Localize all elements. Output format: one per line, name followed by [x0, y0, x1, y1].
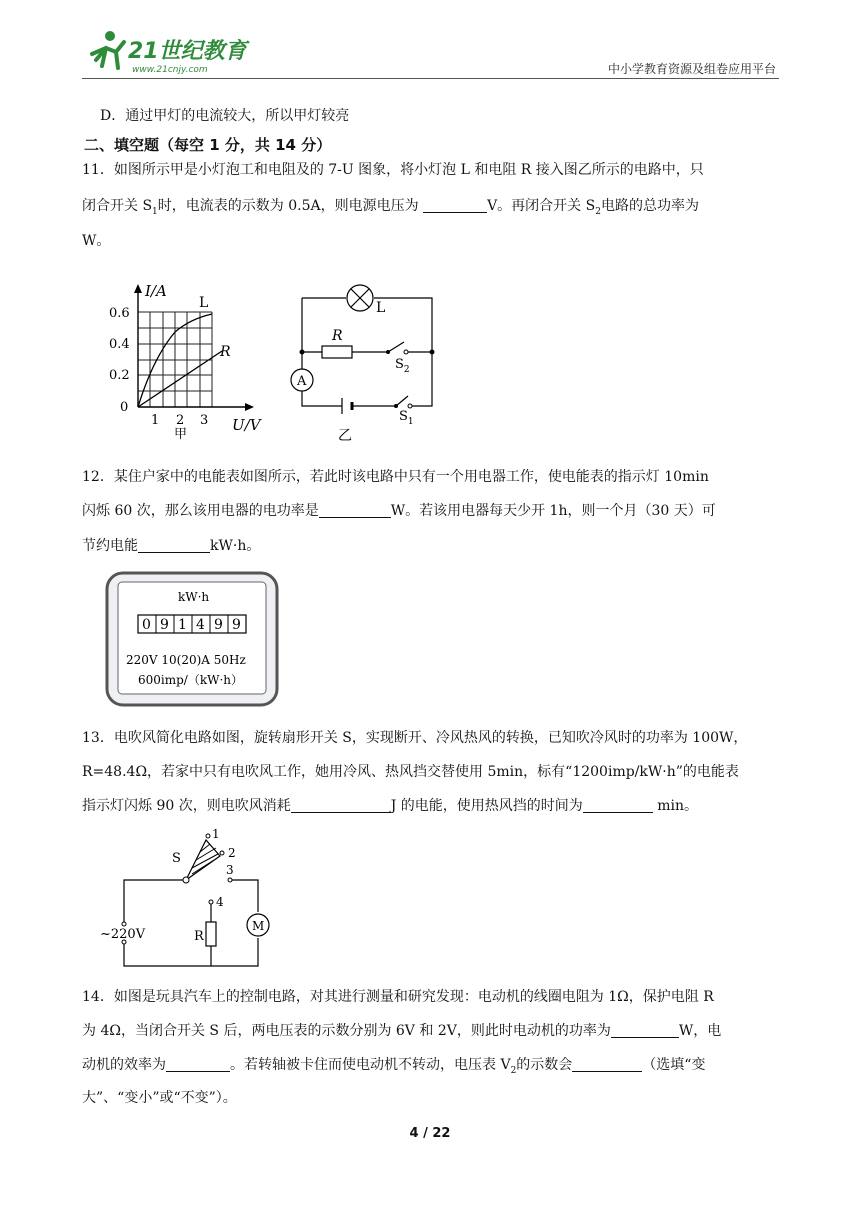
- lamp-label: L: [376, 300, 386, 316]
- battery: [342, 398, 352, 414]
- voltage-label: ~220V: [100, 927, 146, 942]
- svg-text:0: 0: [142, 617, 151, 633]
- x-axis-label: U/V: [232, 416, 261, 434]
- option-d: D．通过甲灯的电流较大，所以甲灯较亮: [100, 108, 350, 124]
- dryer-resistor: [206, 922, 216, 946]
- header-divider: [82, 78, 779, 79]
- ammeter: [291, 369, 313, 391]
- rotary-switch: [183, 840, 220, 883]
- q11-line1: 11．如图所示甲是小灯泡工和电阻及的 7-U 图象，将小灯泡 L 和电阻 R 接入图乙所示的电路中，只: [82, 162, 704, 178]
- q12-blank-1[interactable]: [319, 502, 391, 518]
- dryer-resistor-label: R: [194, 929, 204, 944]
- q14-line3: 动机的效率为 。若转轴被卡住而使电动机不转动，电压表 $V_2$的示数会 （选填“变: [82, 1057, 706, 1076]
- y-tick: 0: [120, 400, 129, 415]
- svg-text:9: 9: [214, 617, 223, 633]
- terminal-3: 3: [226, 863, 234, 877]
- curve-r-label: R: [220, 344, 231, 360]
- switch1-label: $S_1$: [399, 409, 414, 427]
- q13-blank-2[interactable]: [583, 797, 653, 813]
- graph-caption: 甲: [174, 427, 188, 442]
- motor: [247, 914, 269, 936]
- svg-text:A: A: [297, 374, 307, 389]
- section-title: 二、填空题（每空 1 分，共 14 分）: [84, 136, 332, 154]
- q12-line1: 12．某住户家中的电能表如图所示，若此时该电路中只有一个用电器工作，使电能表的指示灯 10min: [82, 469, 709, 485]
- resistor-label: R: [332, 328, 343, 344]
- svg-text:M: M: [252, 919, 265, 933]
- hair-dryer-circuit: [96, 826, 276, 974]
- circuit-caption: 乙: [338, 428, 352, 444]
- electric-meter: [104, 570, 280, 710]
- q12-line2: 闪烁 60 次，那么该用电器的电功率是 W。若该用电器每天少开 1h，则一个月（30 天）可: [82, 503, 716, 519]
- x-tick: 1: [151, 413, 160, 428]
- svg-text:9: 9: [160, 617, 169, 633]
- curve-r: [138, 351, 222, 407]
- meter-digits: [138, 615, 246, 633]
- meter-spec2: 600imp/（kW·h）: [138, 673, 243, 687]
- page-number: 4 / 22: [409, 1126, 451, 1141]
- q11-line3: W。: [82, 233, 111, 249]
- x-tick: 2: [176, 413, 185, 428]
- lamp-l: [347, 285, 373, 311]
- svg-text:4: 4: [196, 617, 205, 633]
- page-header: [0, 0, 860, 86]
- terminal-1: 1: [212, 827, 220, 841]
- curve-l-label: L: [199, 295, 209, 311]
- logo: [88, 26, 258, 78]
- platform-name: 中小学教育资源及组卷应用平台: [607, 62, 776, 76]
- iu-graph: [108, 276, 268, 444]
- q14-line4: 大”、“变小”或“不变”）。: [82, 1090, 237, 1106]
- meter-unit: kW·h: [178, 590, 210, 604]
- circuit-diagram: [280, 280, 450, 446]
- q14-line2: 为 4Ω，当闭合开关 S 后，两电压表的示数分别为 6V 和 2V，则此时电动机的功率为 W，电: [82, 1023, 722, 1039]
- q13-line1: 13．电吹风简化电路如图，旋转扇形开关 S，实现断开、冷风热风的转换，已知吹冷风时的功率为 100W，: [82, 730, 748, 746]
- q11-line2: 闭合开关 $S_1$时，电流表的示数为 0.5A，则电源电压为 V。再闭合开关 $S_2$电路的总功率为: [82, 198, 699, 217]
- svg-text:9: 9: [232, 617, 241, 633]
- switch2-label: $S_2$: [395, 357, 410, 375]
- terminal-2: 2: [228, 846, 236, 860]
- q14-blank-3[interactable]: [572, 1056, 642, 1072]
- y-tick: 0.4: [109, 337, 130, 352]
- x-tick: 3: [200, 413, 209, 428]
- q14-blank-2[interactable]: [166, 1056, 230, 1072]
- logo-url: www.21cnjy.com: [132, 65, 208, 75]
- svg-text:1: 1: [178, 617, 187, 633]
- switch-label: S: [172, 851, 181, 866]
- q12-line3: 节约电能 kW·h。: [82, 538, 261, 554]
- running-figure-icon: [92, 31, 124, 68]
- meter-spec1: 220V 10(20)A 50Hz: [126, 653, 246, 667]
- logo-text: 21世纪教育: [128, 39, 247, 64]
- q14-line1: 14．如图是玩具汽车上的控制电路，对其进行测量和研究发现：电动机的线圈电阻为 1Ω，保护电阻 R: [82, 989, 714, 1005]
- q12-blank-2[interactable]: [138, 537, 210, 553]
- q13-blank-1[interactable]: [291, 797, 391, 813]
- q11-blank-1[interactable]: [423, 197, 487, 213]
- y-tick: 0.2: [109, 368, 130, 383]
- y-tick: 0.6: [109, 306, 130, 321]
- q13-line3: 指示灯闪烁 90 次，则电吹风消耗 J 的电能，使用热风挡的时间为 min。: [82, 798, 699, 814]
- q14-blank-1[interactable]: [611, 1022, 679, 1038]
- resistor-r: [322, 346, 352, 358]
- terminal-4: 4: [216, 895, 224, 909]
- q13-line2: R=48.4Ω，若家中只有电吹风工作，她用冷风、热风挡交替使用 5min，标有“1200imp/kW·h”的电能表: [82, 764, 739, 780]
- y-axis-label: I/A: [145, 282, 167, 300]
